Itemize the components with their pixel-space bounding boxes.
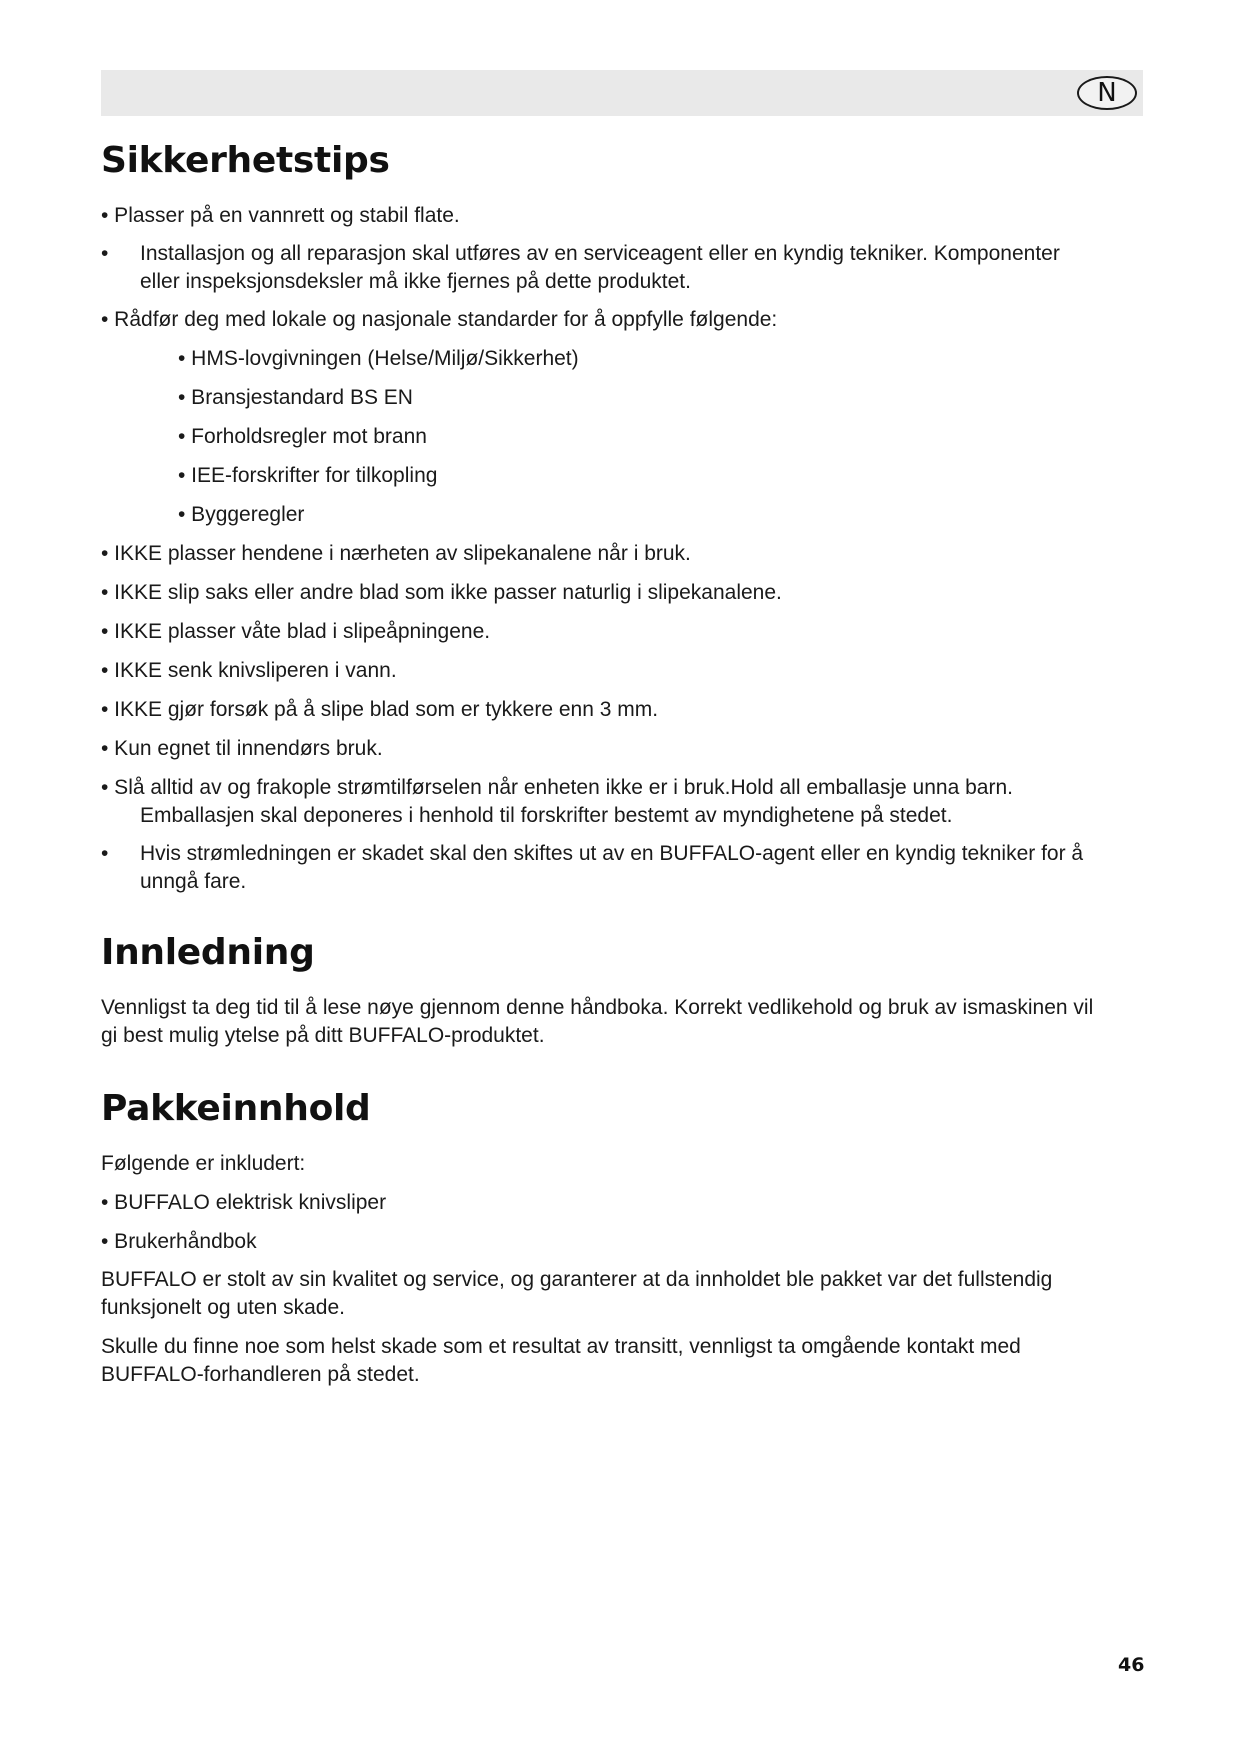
- package-paragraph: Skulle du finne noe som helst skade som et resultat av transitt, vennligst ta omgående kontakt med: [101, 1335, 1021, 1358]
- safety-item: Installasjon og all reparasjon skal utføres av en serviceagent eller en kyndig tekniker. Komponenter: [140, 242, 1060, 265]
- package-paragraph: BUFFALO er stolt av sin kvalitet og service, og garanterer at da innholdet ble pakket var det fullstendig: [101, 1268, 1053, 1291]
- standards-sub-item: • Forholdsregler mot brann: [178, 425, 427, 448]
- safety-title: Sikkerhetstips: [101, 140, 390, 181]
- safety-item: • IKKE plasser hendene i nærheten av slipekanalene når i bruk.: [101, 542, 691, 565]
- safety-item: • IKKE gjør forsøk på å slipe blad som er tykkere enn 3 mm.: [101, 698, 659, 721]
- package-item: • Brukerhåndbok: [101, 1230, 257, 1253]
- safety-item: • Plasser på en vannrett og stabil flate.: [101, 204, 460, 227]
- safety-item-continued: eller inspeksjonsdeksler må ikke fjernes på dette produktet.: [140, 270, 691, 293]
- safety-bullet: •: [101, 842, 109, 865]
- package-title: Pakkeinnhold: [101, 1088, 371, 1129]
- standards-sub-item: • IEE-forskrifter for tilkopling: [178, 464, 438, 487]
- safety-item: • Rådfør deg med lokale og nasjonale standarder for å oppfylle følgende:: [101, 308, 778, 331]
- standards-sub-item: • Bransjestandard BS EN: [178, 386, 413, 409]
- package-item: • BUFFALO elektrisk knivsliper: [101, 1191, 387, 1214]
- intro-text: Vennligst ta deg tid til å lese nøye gjennom denne håndboka. Korrekt vedlikehold og bruk av ismaskinen vil: [101, 996, 1094, 1019]
- intro-text: gi best mulig ytelse på ditt BUFFALO-produktet.: [101, 1024, 545, 1047]
- standards-sub-item: • HMS-lovgivningen (Helse/Miljø/Sikkerhet): [178, 347, 579, 370]
- safety-item-continued: Emballasjen skal deponeres i henhold til forskrifter bestemt av myndighetene på stedet.: [140, 804, 953, 827]
- safety-item: • IKKE plasser våte blad i slipeåpningene.: [101, 620, 491, 643]
- intro-title: Innledning: [101, 932, 315, 973]
- language-badge: N: [1077, 76, 1137, 110]
- package-paragraph: funksjonelt og uten skade.: [101, 1296, 346, 1319]
- safety-item-continued: unngå fare.: [140, 870, 247, 893]
- safety-item: • IKKE senk knivsliperen i vann.: [101, 659, 397, 682]
- safety-item: • IKKE slip saks eller andre blad som ikke passer naturlig i slipekanalene.: [101, 581, 782, 604]
- safety-item: • Slå alltid av og frakople strømtilførselen når enheten ikke er i bruk.Hold all emballasje unna barn.: [101, 776, 1013, 799]
- standards-sub-item: • Byggeregler: [178, 503, 305, 526]
- header-bar: [101, 70, 1143, 116]
- page-number: 46: [1118, 1654, 1145, 1676]
- safety-item: • Kun egnet til innendørs bruk.: [101, 737, 383, 760]
- safety-item: Hvis strømledningen er skadet skal den skiftes ut av en BUFFALO-agent eller en kyndig tekniker for å: [140, 842, 1084, 865]
- package-lead: Følgende er inkludert:: [101, 1152, 306, 1175]
- safety-bullet: •: [101, 242, 109, 265]
- package-paragraph: BUFFALO-forhandleren på stedet.: [101, 1363, 420, 1386]
